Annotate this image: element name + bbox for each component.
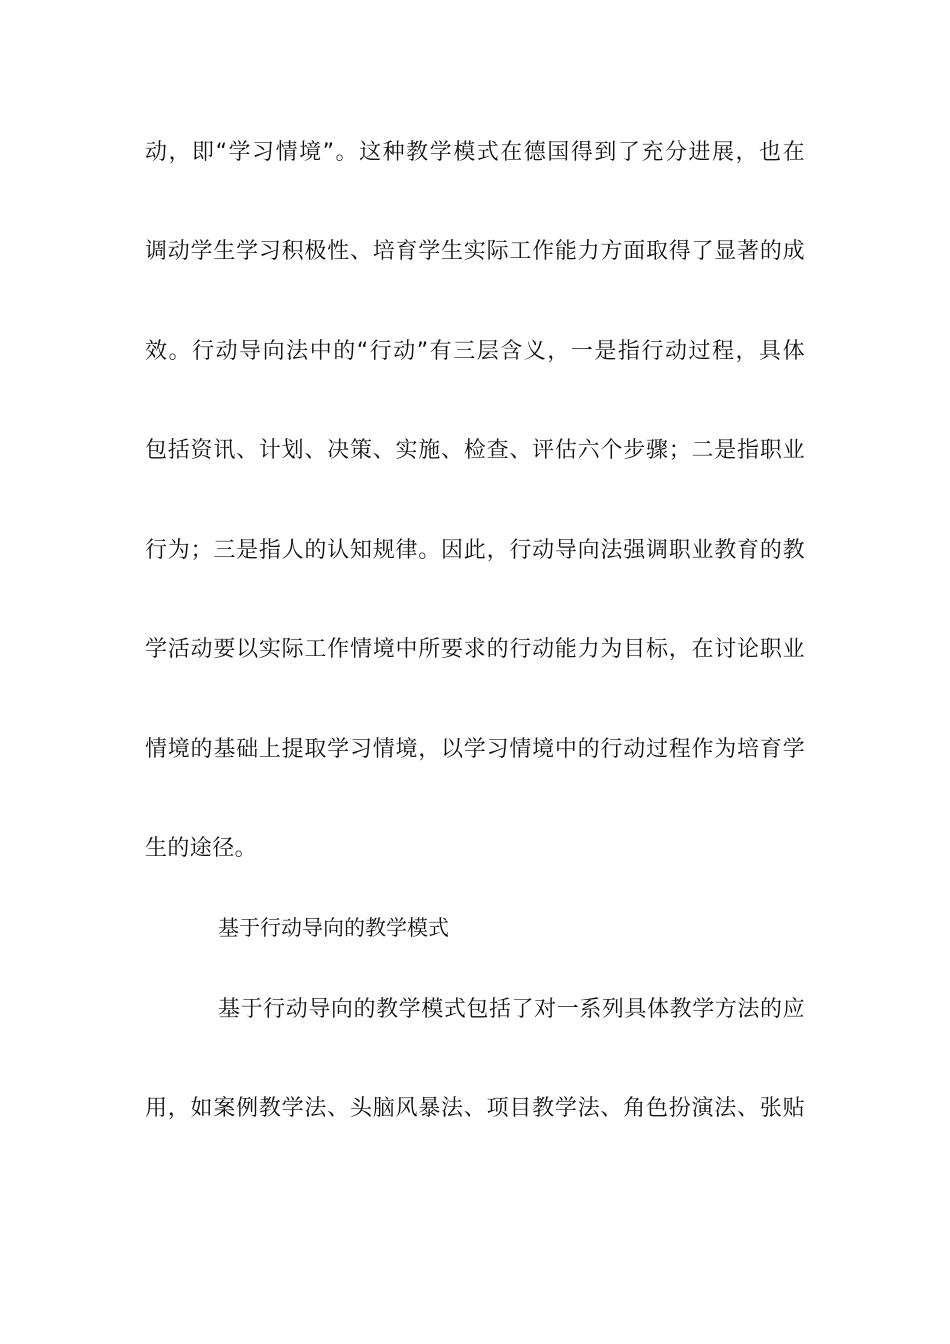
paragraph-line: 生的途径。 [145, 836, 258, 861]
paragraph-line: 情境的基础上提取学习情境，以学习情境中的行动过程作为培育学 [145, 737, 805, 762]
paragraph-line: 基于行动导向的教学模式包括了对一系列具体教学方法的应 [218, 997, 805, 1022]
paragraph-line: 包括资讯、计划、决策、实施、检查、评估六个步骤；二是指职业 [145, 438, 805, 463]
paragraph-line: 行为；三是指人的认知规律。因此，行动导向法强调职业教育的教 [145, 538, 805, 563]
paragraph-line: 学活动要以实际工作情境中所要求的行动能力为目标，在讨论职业 [145, 637, 805, 662]
paragraph-line: 用，如案例教学法、头脑风暴法、项目教学法、角色扮演法、张贴 [145, 1096, 805, 1121]
paragraph-line: 效。行动导向法中的“行动”有三层含义，一是指行动过程，具体 [145, 339, 805, 364]
paragraph-line: 调动学生学习积极性、培育学生实际工作能力方面取得了显著的成 [145, 239, 805, 264]
section-heading: 基于行动导向的教学模式 [218, 916, 449, 940]
paragraph-line: 动，即“学习情境”。这种教学模式在德国得到了充分进展，也在 [145, 140, 805, 165]
